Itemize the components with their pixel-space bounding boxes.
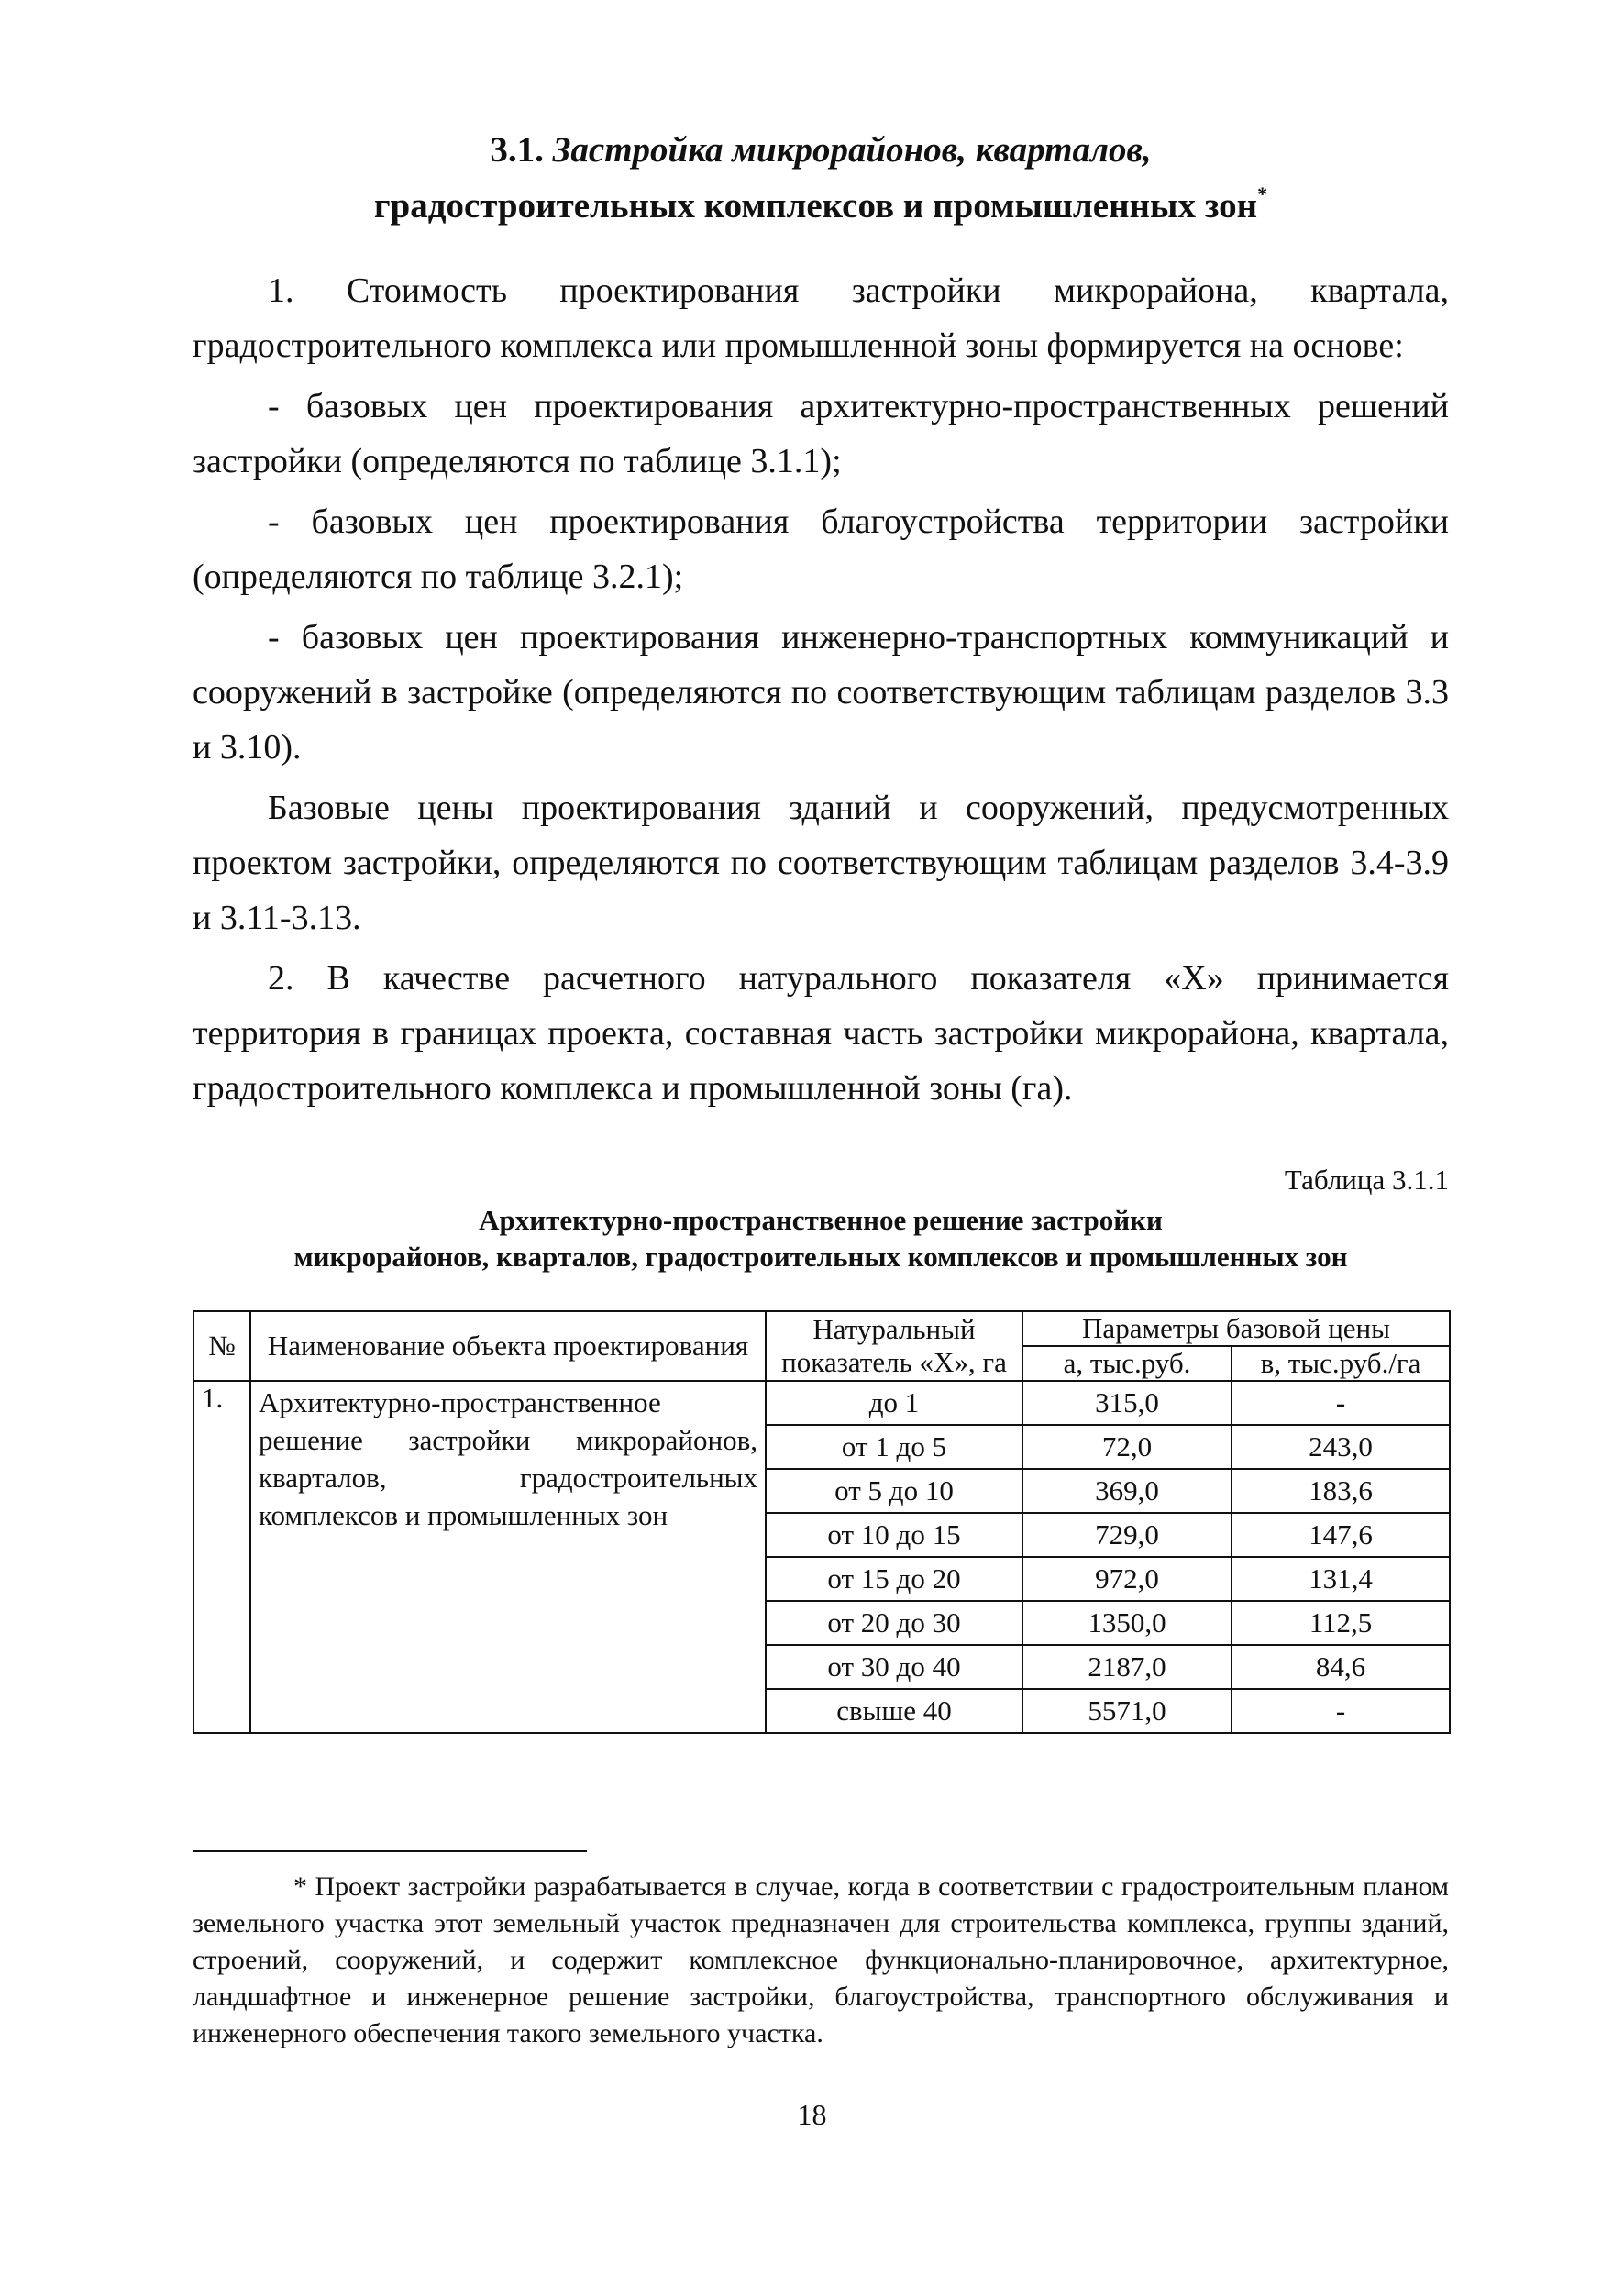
cell-b: 147,6: [1232, 1513, 1450, 1557]
cell-x: свыше 40: [766, 1689, 1022, 1733]
cell-b: 131,4: [1232, 1557, 1450, 1601]
footnote-mark: *: [1257, 182, 1268, 205]
section-number: 3.1.: [490, 130, 544, 170]
body-text: [193, 263, 1449, 1116]
paragraph: - базовых цен проектирования благоустройства территории застройки (определяются по таблице 3.2.1);: [193, 502, 1449, 596]
price-table: [193, 1310, 1451, 1734]
cell-x: от 15 до 20: [766, 1557, 1022, 1601]
cell-b: 183,6: [1232, 1469, 1450, 1513]
item-number: 1.: [193, 1381, 250, 1733]
cell-b: -: [1232, 1381, 1450, 1425]
paragraph: - базовых цен проектирования архитектурно-пространственных решений застройки (определяются по таблице 3.1.1);: [193, 387, 1449, 480]
cell-x: от 20 до 30: [766, 1601, 1022, 1645]
header-num: №: [193, 1311, 250, 1381]
cell-a: 315,0: [1022, 1381, 1232, 1425]
page-content: [193, 128, 1449, 1734]
page-number: 18: [797, 2098, 827, 2131]
table-title: [193, 1202, 1449, 1275]
cell-a: 369,0: [1022, 1469, 1232, 1513]
footnote-divider: [193, 1850, 587, 1852]
cell-a: 972,0: [1022, 1557, 1232, 1601]
header-name: Наименование объекта проектирования: [250, 1311, 766, 1381]
paragraph: Базовые цены проектирования зданий и сооружений, предусмотренных проектом застройки, определяются по соответствующим таблицам разделов 3.4-3.9 и 3.11-3.13.: [193, 789, 1449, 937]
footnote-text: * Проект застройки разрабатывается в случае, когда в соответствии с градостроительным планом земельного участка этот земельный участок предназначен для строительства комплекса, группы зданий, строений, сооружений, и содержит комплексное функционально-планировочное, архитектурное, ландшафтное и инженерное решение застройки, благоустройства, транспортного обслуживания и инженерного обеспечения такого земельного участка.: [193, 1871, 1449, 2048]
section-heading: [193, 128, 1449, 228]
cell-x: от 10 до 15: [766, 1513, 1022, 1557]
cell-x: до 1: [766, 1381, 1022, 1425]
cell-b: 84,6: [1232, 1645, 1450, 1689]
cell-b: 243,0: [1232, 1425, 1450, 1469]
cell-x: от 5 до 10: [766, 1469, 1022, 1513]
item-name: Архитектурно-пространственное решение застройки микрорайонов, кварталов, градостроительных комплексов и промышленных зон: [250, 1381, 766, 1733]
table-title-line2: микрорайонов, кварталов, градостроительных комплексов и промышленных зон: [293, 1241, 1348, 1273]
header-a: а, тыс.руб.: [1022, 1346, 1232, 1381]
header-indicator: Натуральный показатель «X», га: [766, 1311, 1022, 1381]
cell-a: 1350,0: [1022, 1601, 1232, 1645]
cell-b: 112,5: [1232, 1601, 1450, 1645]
cell-a: 2187,0: [1022, 1645, 1232, 1689]
cell-a: 72,0: [1022, 1425, 1232, 1469]
footnote: [193, 1869, 1449, 2052]
header-params: Параметры базовой цены: [1022, 1311, 1450, 1346]
paragraph: 2. В качестве расчетного натурального показателя «X» принимается территория в границах проекта, составная часть застройки микрорайона, квартала, градостроительного комплекса и промышленной зоны (га).: [193, 959, 1449, 1108]
section-title-line2: градостроительных комплексов и промышленных зон: [373, 186, 1258, 226]
table-title-line1: Архитектурно-пространственное решение застройки: [479, 1204, 1163, 1236]
paragraph: 1. Стоимость проектирования застройки микрорайона, квартала, градостроительного комплекса или промышленной зоны формируется на основе:: [193, 271, 1449, 365]
cell-a: 5571,0: [1022, 1689, 1232, 1733]
cell-a: 729,0: [1022, 1513, 1232, 1557]
table-row: [193, 1381, 1450, 1425]
cell-x: от 1 до 5: [766, 1425, 1022, 1469]
section-title-line1: Застройка микрорайонов, кварталов,: [552, 130, 1152, 170]
header-b: в, тыс.руб./га: [1232, 1346, 1450, 1381]
table-label: Таблица 3.1.1: [1284, 1164, 1449, 1196]
paragraph: - базовых цен проектирования инженерно-транспортных коммуникаций и сооружений в застройке (определяются по соответствующим таблицам разделов 3.3 и 3.10).: [193, 618, 1449, 767]
cell-x: от 30 до 40: [766, 1645, 1022, 1689]
cell-b: -: [1232, 1689, 1450, 1733]
